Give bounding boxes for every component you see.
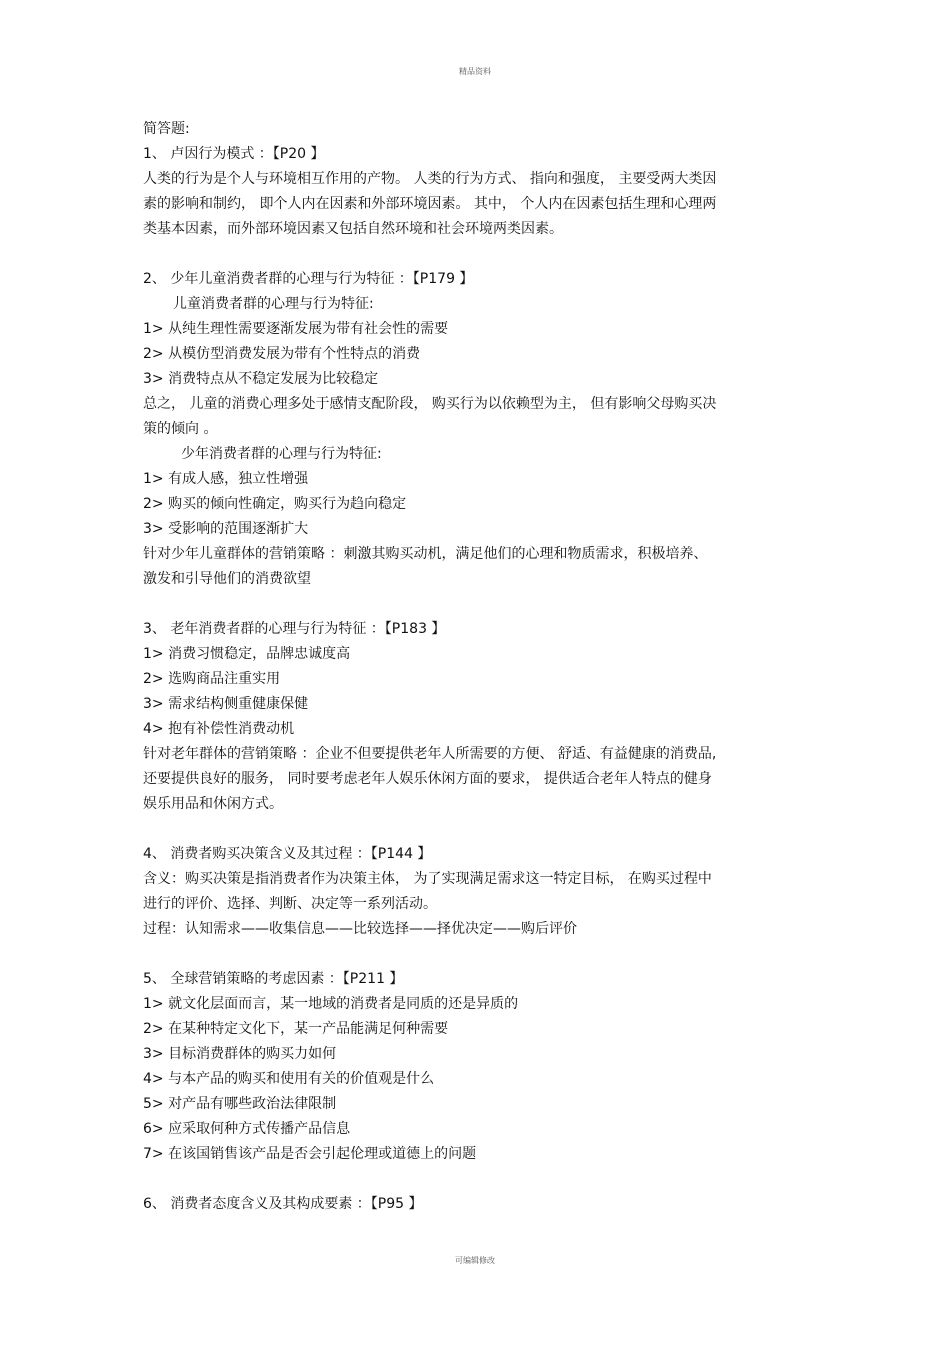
spacer bbox=[143, 1167, 808, 1192]
list-item: 4> 抱有补偿性消费动机 bbox=[143, 721, 295, 737]
paragraph-line: 含义：购买决策是指消费者作为决策主体， 为了实现满足需求这一特定目标， 在购买过程中 bbox=[143, 871, 712, 887]
paragraph-line: 总之， 儿童的消费心理多处于感情支配阶段， 购买行为以依赖型为主， 但有影响父母购买决 bbox=[143, 396, 717, 412]
paragraph-line: 类基本因素，而外部环境因素又包括自然环境和社会环境两类因素。 bbox=[143, 221, 563, 237]
list-item: 2> 从模仿型消费发展为带有个性特点的消费 bbox=[143, 346, 421, 362]
spacer bbox=[143, 242, 808, 267]
list-item: 2> 在某种特定文化下，某一产品能满足何种需要 bbox=[143, 1021, 449, 1037]
paragraph-line: 针对少年儿童群体的营销策略 ：刺激其购买动机，满足他们的心理和物质需求，积极培养、 bbox=[143, 546, 708, 562]
list-item: 5> 对产品有哪些政治法律限制 bbox=[143, 1096, 337, 1112]
section-heading: 2、 少年儿童消费者群的心理与行为特征 ：【P179 】 bbox=[143, 271, 474, 287]
list-item: 1> 就文化层面而言，某一地域的消费者是同质的还是异质的 bbox=[143, 996, 519, 1012]
list-item: 3> 目标消费群体的购买力如何 bbox=[143, 1046, 337, 1062]
section-heading: 4、 消费者购买决策含义及其过程 ：【P144 】 bbox=[143, 846, 432, 862]
spacer bbox=[143, 942, 808, 967]
paragraph-line: 素的影响和制约， 即个人内在因素和外部环境因素。 其中， 个人内在因素包括生理和心理两 bbox=[143, 196, 717, 212]
section-heading: 3、 老年消费者群的心理与行为特征 ：【P183 】 bbox=[143, 621, 446, 637]
subheading: 少年消费者群的心理与行为特征: bbox=[181, 446, 382, 462]
list-item: 2> 选购商品注重实用 bbox=[143, 671, 281, 687]
list-item: 6> 应采取何种方式传播产品信息 bbox=[143, 1121, 351, 1137]
page-footer: 可编辑修改 bbox=[455, 1256, 495, 1265]
spacer bbox=[143, 817, 808, 842]
paragraph-line: 过程：认知需求——收集信息——比较选择——择优决定——购后评价 bbox=[143, 921, 577, 937]
list-item: 3> 消费特点从不稳定发展为比较稳定 bbox=[143, 371, 379, 387]
paragraph-line: 策的倾向 。 bbox=[143, 421, 218, 437]
list-item: 1> 从纯生理性需要逐渐发展为带有社会性的需要 bbox=[143, 321, 449, 337]
list-item: 3> 受影响的范围逐渐扩大 bbox=[143, 521, 309, 537]
document-title: 简答题: bbox=[143, 121, 190, 137]
subheading: 儿童消费者群的心理与行为特征: bbox=[173, 296, 374, 312]
paragraph-line: 还要提供良好的服务， 同时要考虑老年人娱乐休闲方面的要求， 提供适合老年人特点的健身 bbox=[143, 771, 712, 787]
list-item: 3> 需求结构侧重健康保健 bbox=[143, 696, 309, 712]
list-item: 1> 有成人感，独立性增强 bbox=[143, 471, 309, 487]
list-item: 2> 购买的倾向性确定，购买行为趋向稳定 bbox=[143, 496, 407, 512]
paragraph-line: 进行的评价、选择、判断、决定等一系列活动。 bbox=[143, 896, 437, 912]
paragraph-line: 人类的行为是个人与环境相互作用的产物。 人类的行为方式、 指向和强度， 主要受两大类因 bbox=[143, 171, 717, 187]
paragraph-line: 激发和引导他们的消费欲望 bbox=[143, 571, 311, 587]
section-heading: 6、 消费者态度含义及其构成要素 ：【P95 】 bbox=[143, 1196, 423, 1212]
paragraph-line: 针对老年群体的营销策略 ：企业不但要提供老年人所需要的方便、 舒适、有益健康的消费品, bbox=[143, 746, 717, 762]
document-body bbox=[143, 117, 808, 1217]
list-item: 1> 消费习惯稳定，品牌忠诚度高 bbox=[143, 646, 351, 662]
paragraph-line: 娱乐用品和休闲方式。 bbox=[143, 796, 283, 812]
page-header: 精品资料 bbox=[459, 67, 491, 76]
list-item: 4> 与本产品的购买和使用有关的价值观是什么 bbox=[143, 1071, 435, 1087]
section-heading: 5、 全球营销策略的考虑因素 ：【P211 】 bbox=[143, 971, 404, 987]
list-item: 7> 在该国销售该产品是否会引起伦理或道德上的问题 bbox=[143, 1146, 477, 1162]
spacer bbox=[143, 592, 808, 617]
section-heading: 1、 卢因行为模式 ：【P20 】 bbox=[143, 146, 325, 162]
